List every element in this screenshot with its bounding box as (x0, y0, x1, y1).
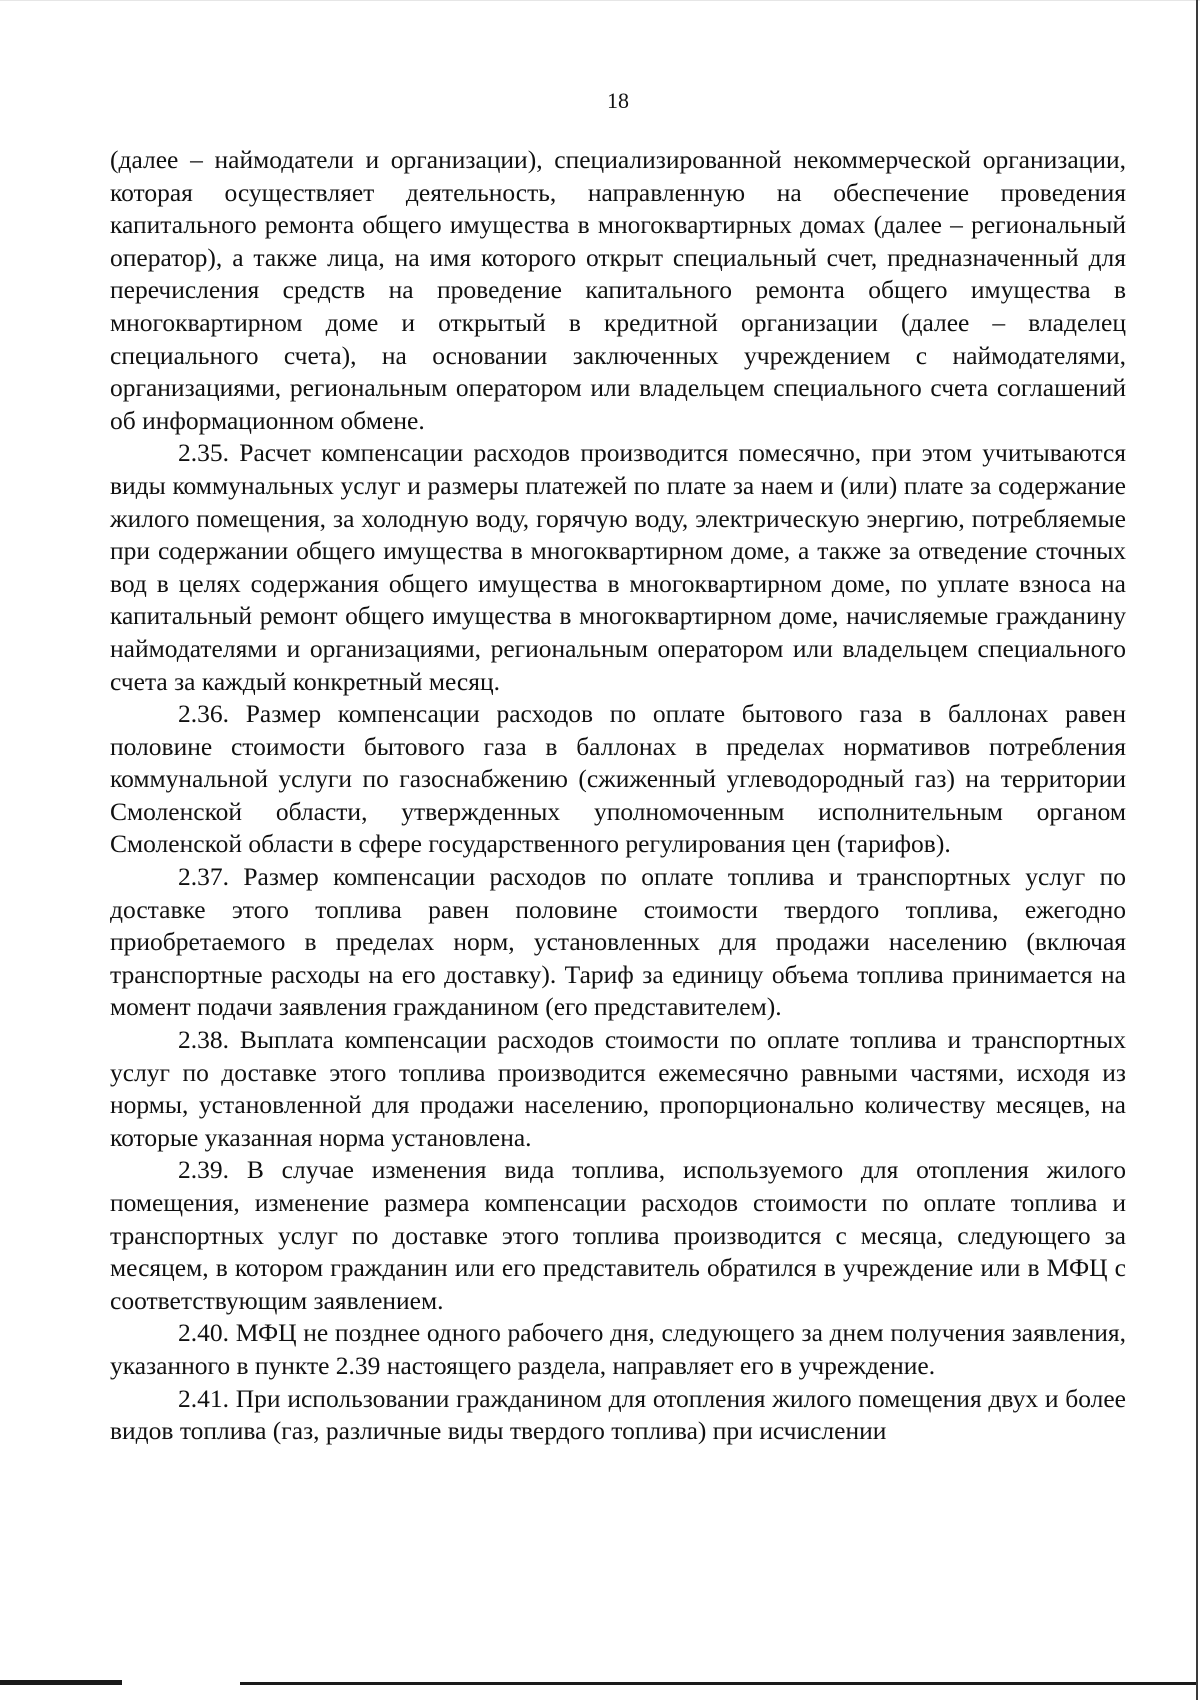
page-number: 18 (607, 88, 629, 113)
paragraph-continuation: (далее – наймодатели и организации), специализированной некоммерческой организации, которая осуществляет деятельность, направленную на обеспечение проведения капитального ремонта общего имущества в многоквартирных домах (далее – региональный оператор), а также лица, на имя которого открыт специальный счет, предназначенный для перечисления средств на проведение капитального ремонта общего имущества в многоквартирном доме и открытый в кредитной организации (далее – владелец специального счета), на основании заключенных учреждением с наймодателями, организациями, региональным оператором или владельцем специального счета соглашений об информационном обмене. (110, 145, 1126, 435)
paragraph-2-40: 2.40. МФЦ не позднее одного рабочего дня, следующего за днем получения заявления, указанного в пункте 2.39 настоящего раздела, направляет его в учреждение. (110, 1318, 1126, 1380)
paragraph-2-36: 2.36. Размер компенсации расходов по оплате бытового газа в баллонах равен половине стоимости бытового газа в баллонах в пределах нормативов потребления коммунальной услуги по газоснабжению (сжиженный углеводородный газ) на территории Смоленской области, утвержденных уполномоченным исполнительным органом Смоленской области в сфере государственного регулирования цен (тарифов). (110, 699, 1126, 859)
scan-edge-top (0, 0, 1200, 1)
paragraph-2-37: 2.37. Размер компенсации расходов по оплате топлива и транспортных услуг по доставке этого топлива равен половине стоимости твердого топлива, ежегодно приобретаемого в пределах норм, установленных для продажи населению (включая транспортные расходы на его доставку). Тариф за единицу объема топлива принимается на момент подачи заявления гражданином (его представителем). (110, 862, 1126, 1022)
paragraph-2-38: 2.38. Выплата компенсации расходов стоимости по оплате топлива и транспортных услуг по доставке этого топлива производится ежемесячно равными частями, исходя из нормы, установленной для продажи населению, пропорционально количеству месяцев, на которые указанная норма установлена. (110, 1025, 1126, 1152)
scan-edge-right (1196, 0, 1198, 1700)
paragraph-2-39: 2.39. В случае изменения вида топлива, используемого для отопления жилого помещения, изменение размера компенсации расходов стоимости по оплате топлива и транспортных услуг по доставке этого топлива производится с месяца, следующего за месяцем, в котором гражданин или его представитель обратился в учреждение или в МФЦ с соответствующим заявлением. (110, 1155, 1126, 1315)
scan-bottom-edge (0, 1680, 1196, 1686)
document-body (110, 144, 1126, 1448)
paragraph-2-35: 2.35. Расчет компенсации расходов производится помесячно, при этом учитываются виды коммунальных услуг и размеры платежей по плате за наем и (или) плате за содержание жилого помещения, за холодную воду, горячую воду, электрическую энергию, потребляемые при содержании общего имущества в многоквартирном доме, а также за отведение сточных вод в целях содержания общего имущества в многоквартирном доме, по уплате взноса на капитальный ремонт общего имущества в многоквартирном доме, начисляемые гражданину наймодателями и организациями, региональным оператором или владельцем специального счета за каждый конкретный месяц. (110, 438, 1126, 696)
paragraph-2-41: 2.41. При использовании гражданином для отопления жилого помещения двух и более видов топлива (газ, различные виды твердого топлива) при исчислении (110, 1383, 1126, 1446)
